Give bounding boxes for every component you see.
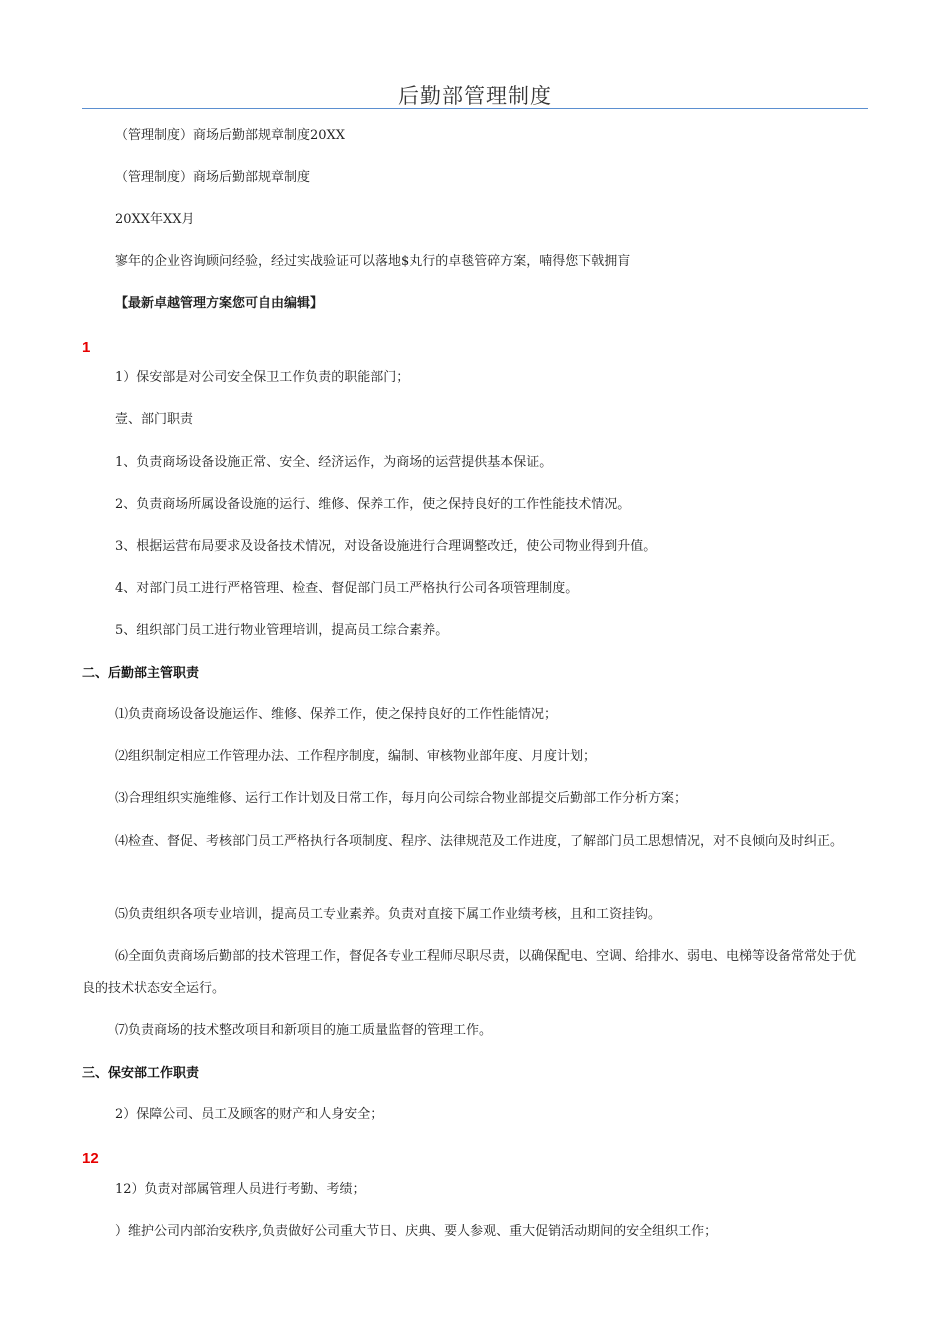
page-marker-1: 1 (82, 339, 91, 356)
section2-item-1: ⑴负责商场设备设施运作、维修、保养工作，使之保持良好的工作性能情况； (115, 707, 558, 722)
page-title: 后勤部管理制度 (398, 84, 552, 108)
section2-item-3: ⑶合理组织实施维修、运行工作计划及日常工作，每月向公司综合物业部提交后勤部工作分析方案； (115, 791, 688, 806)
security-item-1: 1）保安部是对公司安全保卫工作负责的职能部门； (115, 370, 410, 385)
section3-item-12: 12）负责对部属管理人员进行考勤、考绩； (115, 1182, 366, 1197)
page-marker-12: 12 (82, 1150, 99, 1167)
section2-item-6: ⑹全面负责商场后勤部的技术管理工作，督促各专业工程师尽职尽责，以确保配电、空调、给排水、弱电、电梯等设备常常处于优良的技术状态安全运行。 (82, 949, 857, 996)
intro-line-1: （管理制度）商场后勤部规章制度20XX (115, 128, 346, 143)
section2-item-5: ⑸负责组织各项专业培训，提高员工专业素养。负责对直接下属工作业绩考核，且和工资挂钩。 (115, 907, 662, 922)
intro-date: 20XX年XX月 (115, 212, 195, 227)
section1-item-3: 3、根据运营布局要求及设备技术情况，对设备设施进行合理调整改迁，使公司物业得到升值。 (115, 539, 657, 554)
section2-item-4: ⑷检查、督促、考核部门员工严格执行各项制度、程序、法律规范及工作进度，了解部门员工思想情况，对不良倾向及时纠正。 (115, 834, 844, 849)
section2-heading: 二、后勤部主管职责 (82, 666, 200, 681)
intro-notice: 【最新卓越管理方案您可自由编辑】 (115, 296, 324, 311)
section3-item-2: 2）保障公司、员工及顾客的财产和人身安全； (115, 1107, 384, 1122)
section1-item-1: 1、负责商场设备设施正常、安全、经济运作，为商场的运营提供基本保证。 (115, 455, 553, 470)
section2-item-2: ⑵组织制定相应工作管理办法、工作程序制度，编制、审核物业部年度、月度计划； (115, 749, 597, 764)
section3-item-order: ）维护公司内部治安秩序,负责做好公司重大节日、庆典、要人参观、重大促销活动期间的安全组织工作； (115, 1224, 718, 1239)
intro-tagline: 寥年的企业咨询顾问经验，经过实战验证可以落地$丸行的卓毯管碎方案，喃得您下戟拥肓 (115, 254, 631, 269)
intro-line-2: （管理制度）商场后勤部规章制度 (115, 170, 311, 185)
title-divider (82, 108, 868, 109)
section2-item-7: ⑺负责商场的技术整改项目和新项目的施工质量监督的管理工作。 (115, 1023, 493, 1038)
section1-item-5: 5、组织部门员工进行物业管理培训，提高员工综合素养。 (115, 623, 449, 638)
section1-item-2: 2、负责商场所属设备设施的运行、维修、保养工作，使之保持良好的工作性能技术情况。 (115, 497, 631, 512)
section1-item-4: 4、对部门员工进行严格管理、检查、督促部门员工严格执行公司各项管理制度。 (115, 581, 579, 596)
section1-heading: 壹、部门职责 (115, 412, 194, 427)
section3-heading: 三、保安部工作职责 (82, 1066, 200, 1081)
